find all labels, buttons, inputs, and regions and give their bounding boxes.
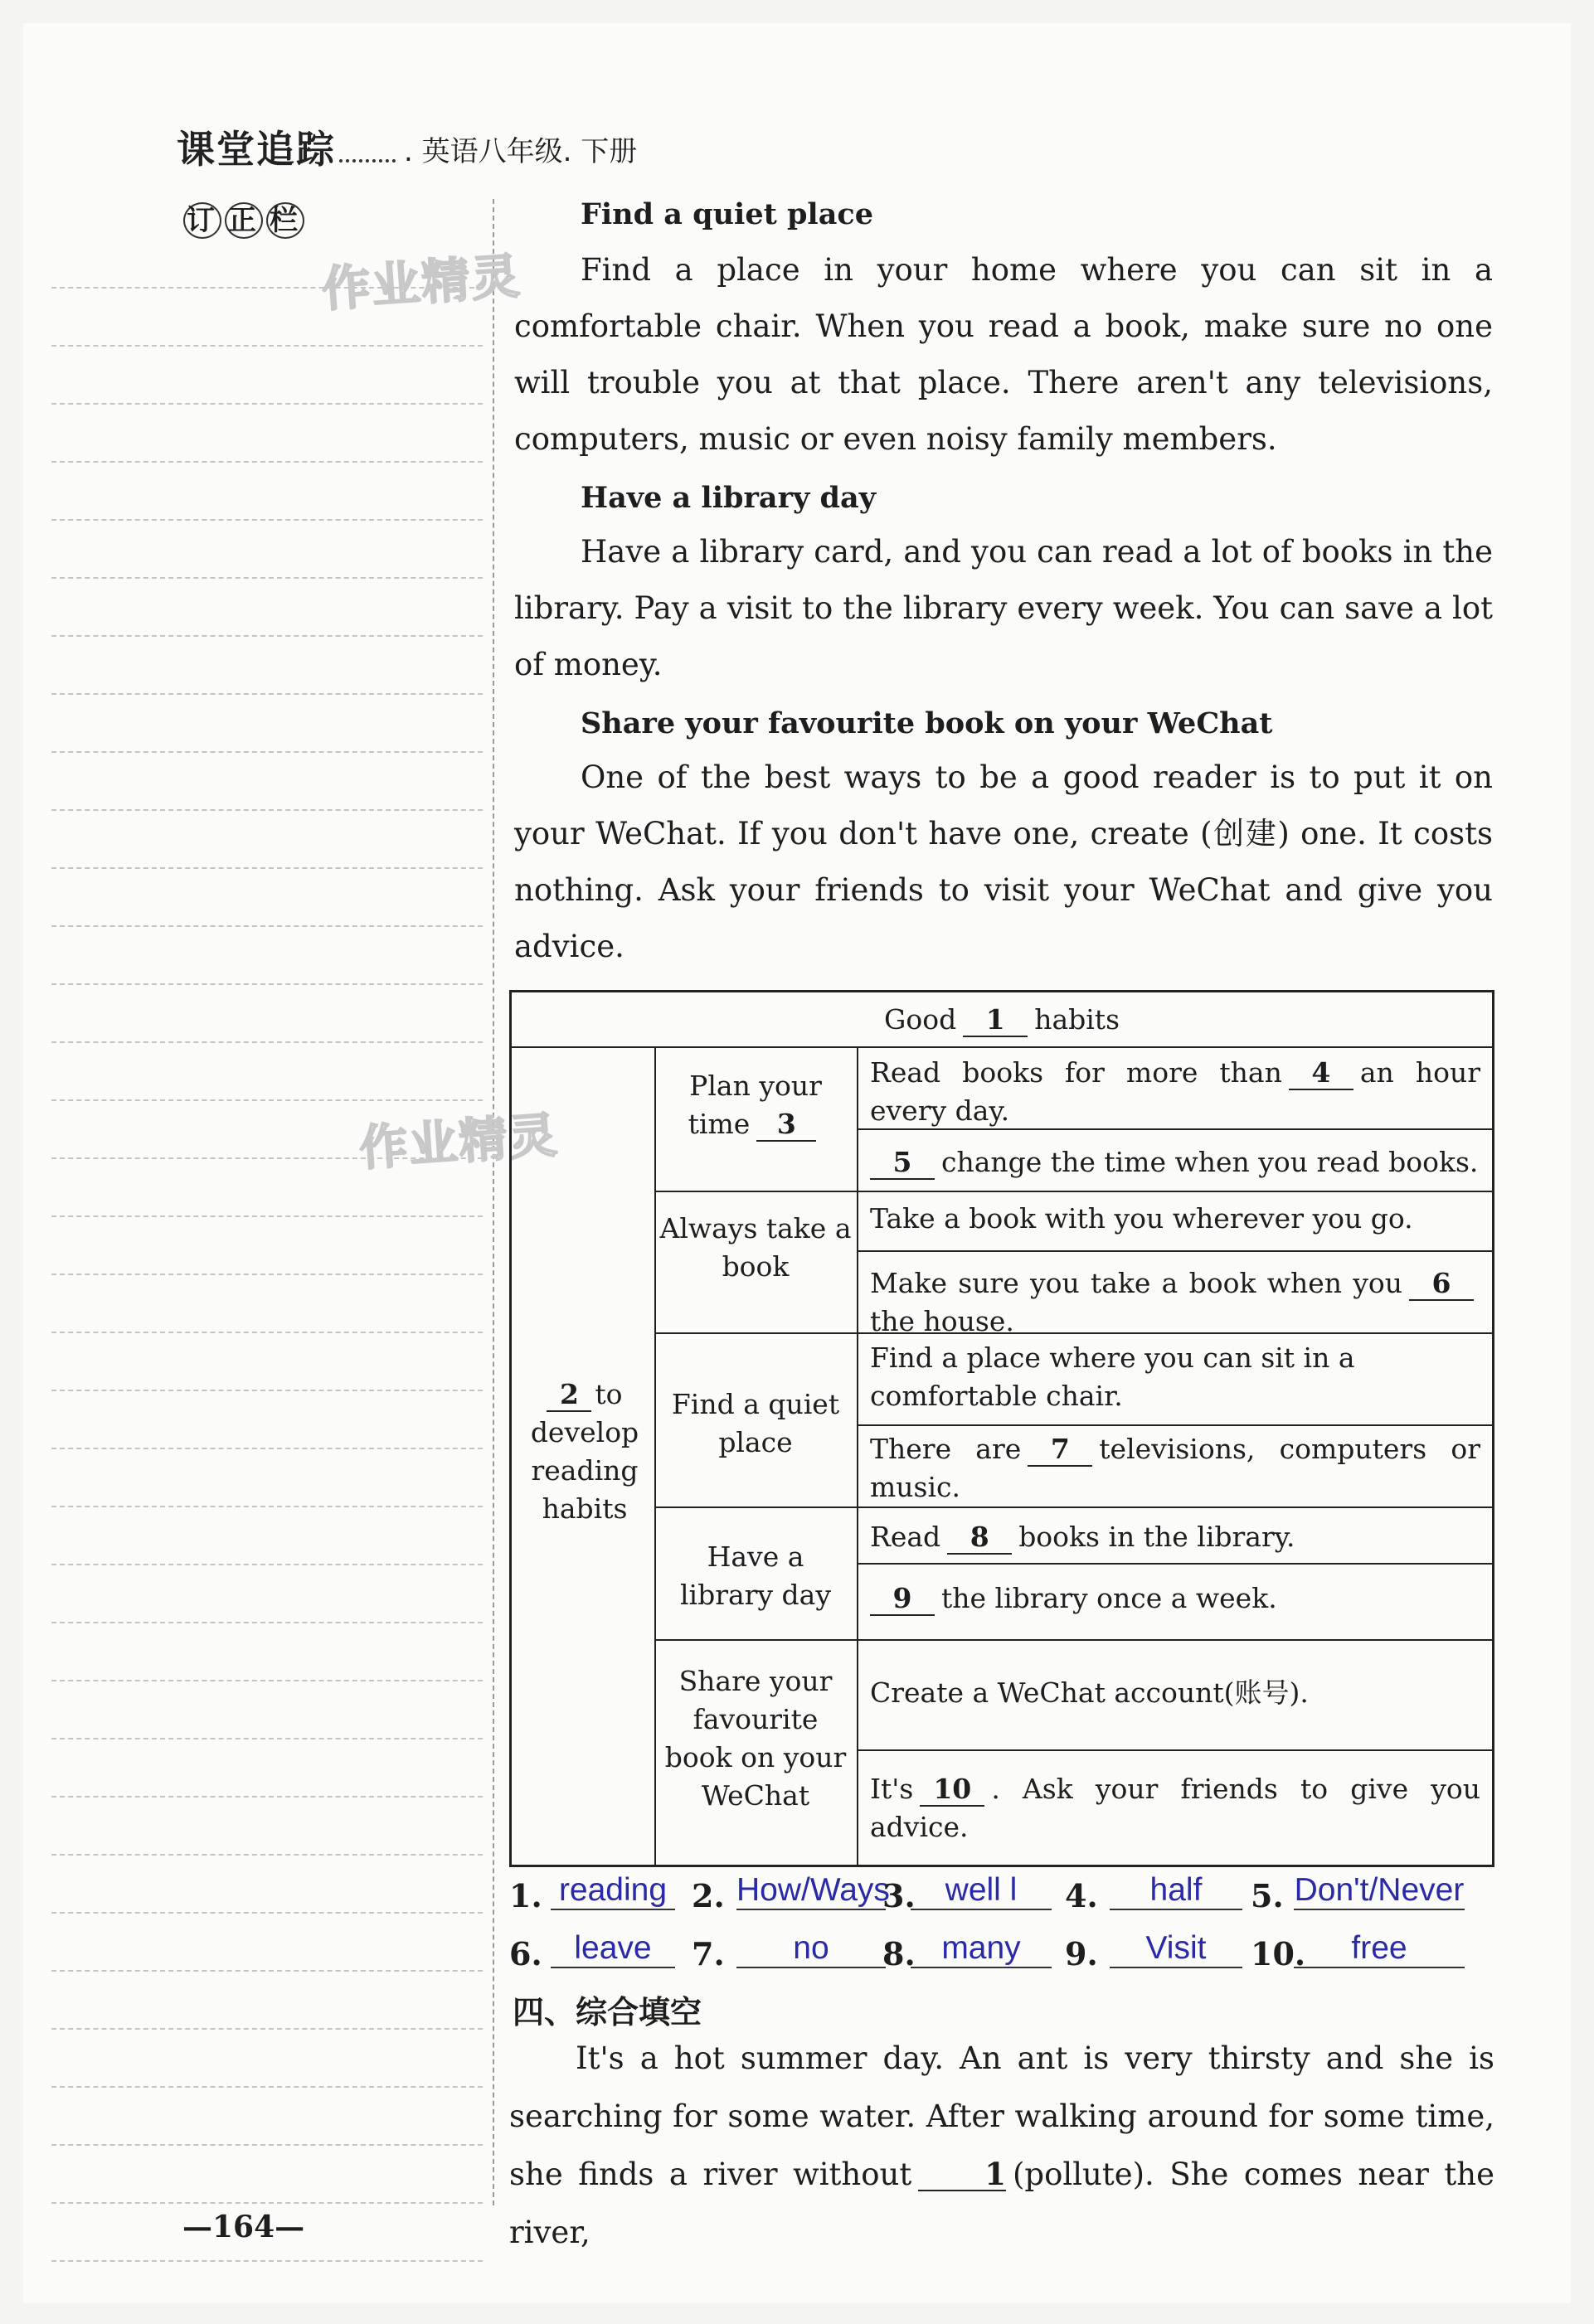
margin-ruled-line (51, 2028, 483, 2030)
margin-ruled-line (51, 1796, 483, 1798)
table-main-category: 2 to develop reading habits (530, 1378, 639, 1525)
handwritten-answer: free (1294, 1930, 1465, 1968)
margin-ruled-line (51, 1274, 483, 1275)
margin-ruled-line (51, 925, 483, 927)
page (23, 23, 1571, 2303)
paragraph-library-day: Have a library card, and you can read a lot of books in the library. Pay a visit to the library every week. You can save a lot of money. (514, 534, 1493, 682)
handwritten-answer: leave (551, 1930, 675, 1968)
detail-take-book: Take a book with you wherever you go. (870, 1202, 1413, 1235)
handwritten-answer: no (736, 1930, 886, 1968)
blank-9: 9 (870, 1583, 935, 1616)
margin-ruled-line (51, 2202, 483, 2204)
detail-create-account: Create a WeChat account(账号). (870, 1676, 1309, 1709)
margin-ruled-line (51, 1564, 483, 1565)
margin-ruled-line (51, 345, 483, 347)
watermark: 作业精灵 (357, 1106, 561, 1177)
margin-ruled-line (51, 983, 483, 985)
margin-ruled-line (51, 1506, 483, 1507)
margin-ruled-line (51, 1215, 483, 1217)
category-take-book: Always take a book (659, 1212, 852, 1283)
blank-7: 7 (1028, 1434, 1092, 1467)
margin-ruled-line (51, 809, 483, 811)
paragraph-quiet-place: Find a place in your home where you can sit in a comfortable chair. When you read a book, make sure no one will trouble you at that place. There aren't any televisions, computers, music or even noisy family members. (514, 252, 1493, 457)
heading-share-wechat: Share your favourite book on your WeChat (581, 706, 1273, 740)
heading-quiet-place: Find a quiet place (581, 197, 873, 231)
detail-leave-house: Make sure you take a book when you 6the house. (870, 1264, 1480, 1341)
blank-2: 2 (547, 1379, 591, 1412)
margin-ruled-line (51, 693, 483, 695)
answer-number: 5. (1251, 1877, 1284, 1914)
margin-ruled-line (51, 1099, 483, 1101)
margin-ruled-line (51, 635, 483, 637)
correction-char-1: 订 (183, 202, 221, 239)
blank-3: 3 (756, 1109, 816, 1142)
margin-ruled-line (51, 1854, 483, 1856)
summary-table (509, 990, 1494, 1867)
margin-ruled-line (51, 1332, 483, 1333)
logo-dots (339, 159, 396, 163)
margin-ruled-line (51, 2260, 483, 2262)
detail-comfortable-chair: Find a place where you can sit in a comfortable chair. (870, 1342, 1355, 1412)
answer-number: 7. (692, 1935, 725, 1972)
margin-ruled-line (51, 403, 483, 405)
handwritten-answer: Visit (1110, 1930, 1242, 1968)
page-header (177, 124, 637, 174)
book-subtitle: . 英语八年级. 下册 (404, 135, 638, 168)
page-number: —164— (182, 2210, 305, 2244)
blank-5: 5 (870, 1147, 935, 1180)
margin-ruled-line (51, 751, 483, 753)
heading-library-day: Have a library day (581, 481, 877, 515)
margin-ruled-line (51, 1970, 483, 1972)
blank-1: 1 (963, 1004, 1028, 1037)
answer-number: 9. (1065, 1935, 1098, 1972)
answer-number: 1. (509, 1877, 542, 1914)
blank-4: 4 (1289, 1057, 1353, 1090)
answer-number: 8. (882, 1935, 916, 1972)
handwritten-answer: half (1110, 1872, 1242, 1910)
detail-read-books: Read 8 books in the library. (870, 1521, 1295, 1553)
margin-ruled-line (51, 2086, 483, 2088)
table-title: Good 1 habits (883, 1003, 1120, 1036)
margin-ruled-line (51, 461, 483, 463)
detail-read-hour: Read books for more than 4 an hour every day. (870, 1056, 1480, 1127)
margin-divider (493, 199, 494, 2205)
handwritten-answer: How/Ways (736, 1872, 886, 1910)
book-logo: 课堂追踪 (177, 127, 336, 172)
correction-char-2: 正 (225, 202, 263, 239)
margin-ruled-line (51, 577, 483, 579)
category-plan-time: Plan your time 3 (688, 1070, 822, 1140)
watermark: 作业精灵 (320, 247, 523, 318)
detail-costs-nothing: It's 10 . Ask your friends to give you advice. (870, 1773, 1480, 1843)
answer-number: 4. (1065, 1877, 1098, 1914)
detail-visit-library: 9 the library once a week. (870, 1579, 1480, 1618)
answer-number: 6. (509, 1935, 542, 1972)
margin-ruled-line (51, 519, 483, 521)
margin-ruled-line (51, 1680, 483, 1681)
margin-ruled-line (51, 2144, 483, 2146)
cloze-passage: It's a hot summer day. An ant is very thirsty and she is searching for some water. After walking around for some time, she finds a river without 1 (pollute). She comes near the river, (509, 2040, 1494, 2250)
handwritten-answer: many (911, 1930, 1052, 1968)
paragraph-share-wechat: One of the best ways to be a good reader is to put it on your WeChat. If you don't have one, create (创建) one. It costs nothing. Ask your friends to visit your WeChat and give you advice. (514, 759, 1493, 964)
section-heading: 四、综合填空 (513, 1994, 702, 2030)
answer-number: 10. (1251, 1935, 1306, 1972)
blank-8: 8 (947, 1521, 1012, 1555)
margin-ruled-line (51, 1912, 483, 1914)
handwritten-answer: reading (551, 1872, 675, 1910)
blank-6: 6 (1409, 1268, 1474, 1301)
cloze-blank-1: 1 (918, 2158, 1006, 2191)
category-share-wechat: Share your favourite book on your WeChat (664, 1665, 847, 1812)
answer-number: 2. (692, 1877, 725, 1914)
correction-char-3: 栏 (266, 202, 304, 239)
margin-ruled-line (51, 1448, 483, 1449)
margin-ruled-line (51, 867, 483, 869)
category-library-day: Have a library day (679, 1540, 832, 1611)
handwritten-answer: well l (911, 1872, 1052, 1910)
handwritten-answer: Don't/Never (1294, 1872, 1465, 1910)
answer-number: 3. (882, 1877, 916, 1914)
margin-ruled-line (51, 1041, 483, 1043)
correction-column-label (183, 197, 308, 238)
margin-ruled-line (51, 1390, 483, 1391)
detail-change-time: 5 change the time when you read books. (870, 1143, 1480, 1181)
margin-ruled-line (51, 1622, 483, 1623)
blank-10: 10 (920, 1773, 984, 1807)
detail-televisions: There are 7 televisions, computers or music. (870, 1433, 1480, 1503)
margin-ruled-line (51, 1738, 483, 1739)
category-quiet-place: Find a quiet place (671, 1388, 840, 1458)
